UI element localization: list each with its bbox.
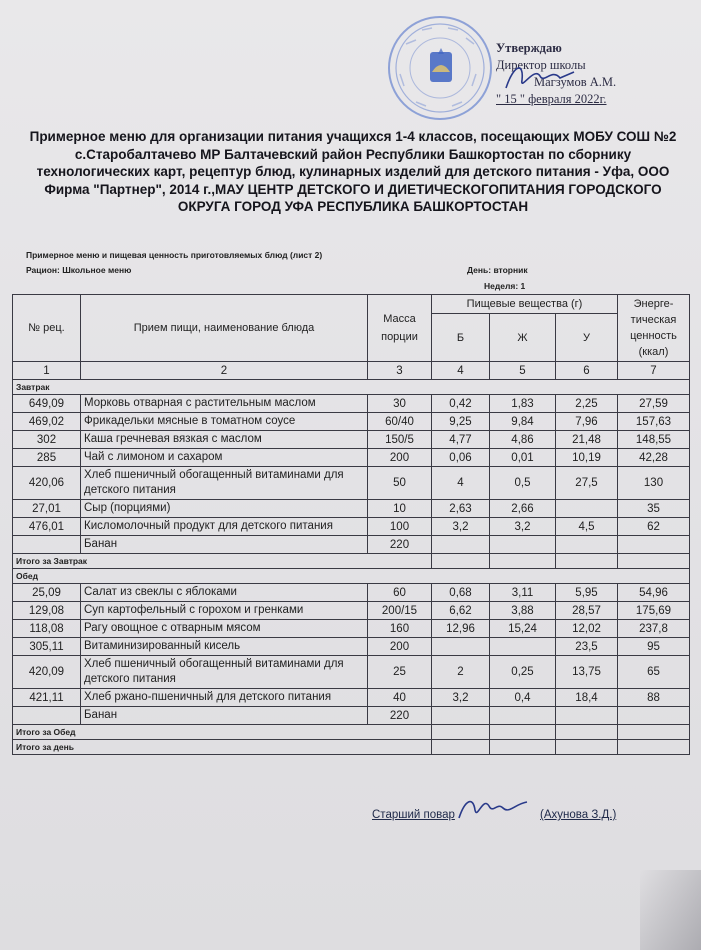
portion-mass: 40 [368,689,432,707]
table-row [13,395,690,413]
recipe-number: 420,06 [13,467,81,500]
menu-table [12,294,690,755]
section-lunch [13,569,690,584]
carbs-value: 13,75 [556,656,618,689]
protein-value: 4,77 [432,431,490,449]
carbs-value [556,536,618,554]
portion-mass: 60 [368,584,432,602]
ration-label: Рацион: Школьное меню [26,265,132,275]
table-row [13,518,690,536]
col-number: 4 [432,362,490,380]
recipe-number: 285 [13,449,81,467]
col-number: 7 [618,362,690,380]
energy-value: 42,28 [618,449,690,467]
table-row [13,638,690,656]
fat-value: 3,11 [490,584,556,602]
carbs-value: 23,5 [556,638,618,656]
portion-mass: 150/5 [368,431,432,449]
recipe-number: 421,11 [13,689,81,707]
protein-value [432,638,490,656]
photo-shadow [640,870,701,950]
energy-value: 95 [618,638,690,656]
fat-value: 0,5 [490,467,556,500]
dish-name: Хлеб пшеничный обогащенный витаминами для детского питания [81,467,368,500]
lunch-rows [13,584,690,725]
energy-value: 88 [618,689,690,707]
table-row [13,602,690,620]
energy-value: 148,55 [618,431,690,449]
carbs-value: 18,4 [556,689,618,707]
energy-value: 130 [618,467,690,500]
dish-name: Морковь отварная с растительным маслом [81,395,368,413]
portion-mass: 200 [368,449,432,467]
portion-mass: 160 [368,620,432,638]
portion-mass: 200/15 [368,602,432,620]
week-label: Неделя: 1 [484,281,526,291]
recipe-number [13,536,81,554]
energy-value: 62 [618,518,690,536]
portion-mass: 220 [368,536,432,554]
carbs-value: 21,48 [556,431,618,449]
director-signature [500,58,580,98]
dish-name: Салат из свеклы с яблоками [81,584,368,602]
header-nutrients: Пищевые вещества (г) [432,295,618,314]
fat-value [490,536,556,554]
page-title: Примерное меню для организации питания учащихся 1-4 классов, посещающих МОБУ СОШ №2 с.Старобалтачево МР Балтачевский район Республики Башкортостан по сборнику технологических карт, рецептур блюд, кулинарных изделий для детского питания - Уфа, ООО Фирма "Партнер", 2014 г.,МАУ ЦЕНТР ДЕТСКОГО И ДИЕТИЧЕСКОГОПИТАНИЯ ГОРОДСКОГО ОКРУГА ГОРОД УФА РЕСПУБЛИКА БАШКОРТОСТАН [29,129,677,214]
fat-value: 9,84 [490,413,556,431]
fat-value [490,707,556,725]
energy-value: 54,96 [618,584,690,602]
total-breakfast-row [13,554,690,569]
table-row [13,413,690,431]
portion-mass: 25 [368,656,432,689]
carbs-value: 5,95 [556,584,618,602]
portion-mass: 30 [368,395,432,413]
recipe-number: 476,01 [13,518,81,536]
dish-name: Суп картофельный с горохом и гренками [81,602,368,620]
carbs-value [556,707,618,725]
portion-mass: 220 [368,707,432,725]
dish-name: Витаминизированный кисель [81,638,368,656]
fat-value: 3,88 [490,602,556,620]
header-carbs: У [556,314,618,362]
total-label: Итого за Обед [13,725,432,740]
day-label: День: вторник [467,265,528,275]
carbs-value: 7,96 [556,413,618,431]
col-number: 1 [13,362,81,380]
protein-value: 4 [432,467,490,500]
official-stamp [386,14,494,122]
energy-value: 27,59 [618,395,690,413]
recipe-number: 305,11 [13,638,81,656]
portion-mass: 60/40 [368,413,432,431]
table-header-row [13,295,690,314]
header-mass: Масса порции [368,295,432,362]
carbs-value: 28,57 [556,602,618,620]
column-number-row [13,362,690,380]
section-label: Завтрак [13,380,690,395]
protein-value: 2,63 [432,500,490,518]
approval-date: " 15 " февраля 2022г. [496,92,607,106]
cook-signature [455,790,535,826]
header-name: Прием пищи, наименование блюда [81,295,368,362]
recipe-number: 302 [13,431,81,449]
recipe-number: 649,09 [13,395,81,413]
energy-value [618,707,690,725]
energy-value: 157,63 [618,413,690,431]
energy-value: 65 [618,656,690,689]
table-row [13,449,690,467]
dish-name: Кисломолочный продукт для детского питания [81,518,368,536]
carbs-value: 12,02 [556,620,618,638]
dish-name: Сыр (порциями) [81,500,368,518]
dish-name: Банан [81,536,368,554]
energy-value: 237,8 [618,620,690,638]
fat-value: 0,4 [490,689,556,707]
dish-name: Хлеб пшеничный обогащенный витаминами для детского питания [81,656,368,689]
energy-value: 175,69 [618,602,690,620]
portion-mass: 200 [368,638,432,656]
table-row [13,536,690,554]
col-number: 6 [556,362,618,380]
dish-name: Хлеб ржано-пшеничный для детского питания [81,689,368,707]
table-row [13,620,690,638]
fat-value: 15,24 [490,620,556,638]
recipe-number: 27,01 [13,500,81,518]
portion-mass: 100 [368,518,432,536]
protein-value [432,536,490,554]
table-row [13,431,690,449]
protein-value [432,707,490,725]
fat-value [490,638,556,656]
col-number: 5 [490,362,556,380]
subtitle: Примерное меню и пищевая ценность приготовляемых блюд (лист 2) [26,250,323,260]
recipe-number: 25,09 [13,584,81,602]
carbs-value [556,500,618,518]
carbs-value: 10,19 [556,449,618,467]
fat-value: 1,83 [490,395,556,413]
protein-value: 9,25 [432,413,490,431]
footer-name: (Ахунова З.Д.) [540,809,617,821]
recipe-number: 420,09 [13,656,81,689]
recipe-number: 469,02 [13,413,81,431]
recipe-number [13,707,81,725]
protein-value: 2 [432,656,490,689]
fat-value: 4,86 [490,431,556,449]
section-label: Обед [13,569,690,584]
protein-value: 0,68 [432,584,490,602]
table-row [13,689,690,707]
dish-name: Банан [81,707,368,725]
dish-name: Рагу овощное с отварным мясом [81,620,368,638]
recipe-number: 118,08 [13,620,81,638]
section-breakfast [13,380,690,395]
header-rec: № рец. [13,295,81,362]
approval-position: Директор школы [496,58,586,72]
approval-director-name: Магзумов А.М. [534,75,617,89]
fat-value: 0,25 [490,656,556,689]
table-row [13,656,690,689]
protein-value: 0,42 [432,395,490,413]
dish-name: Каша гречневая вязкая с маслом [81,431,368,449]
recipe-number: 129,08 [13,602,81,620]
carbs-value: 2,25 [556,395,618,413]
col-number: 3 [368,362,432,380]
table-row [13,707,690,725]
header-energy: Энерге-тическая ценность (ккал) [618,295,690,362]
total-label: Итого за день [13,740,432,755]
header-protein: Б [432,314,490,362]
breakfast-rows [13,395,690,554]
table-row [13,500,690,518]
table-row [13,584,690,602]
total-lunch-row [13,725,690,740]
footer-role: Старший повар [372,809,455,821]
energy-value [618,536,690,554]
total-day-row [13,740,690,755]
protein-value: 6,62 [432,602,490,620]
dish-name: Чай с лимоном и сахаром [81,449,368,467]
table-row [13,467,690,500]
carbs-value: 27,5 [556,467,618,500]
carbs-value: 4,5 [556,518,618,536]
protein-value: 0,06 [432,449,490,467]
header-fat: Ж [490,314,556,362]
fat-value: 0,01 [490,449,556,467]
total-label: Итого за Завтрак [13,554,432,569]
col-number: 2 [81,362,368,380]
dish-name: Фрикадельки мясные в томатном соусе [81,413,368,431]
protein-value: 3,2 [432,518,490,536]
portion-mass: 50 [368,467,432,500]
approval-heading: Утверждаю [496,41,562,55]
portion-mass: 10 [368,500,432,518]
fat-value: 2,66 [490,500,556,518]
protein-value: 12,96 [432,620,490,638]
protein-value: 3,2 [432,689,490,707]
fat-value: 3,2 [490,518,556,536]
energy-value: 35 [618,500,690,518]
